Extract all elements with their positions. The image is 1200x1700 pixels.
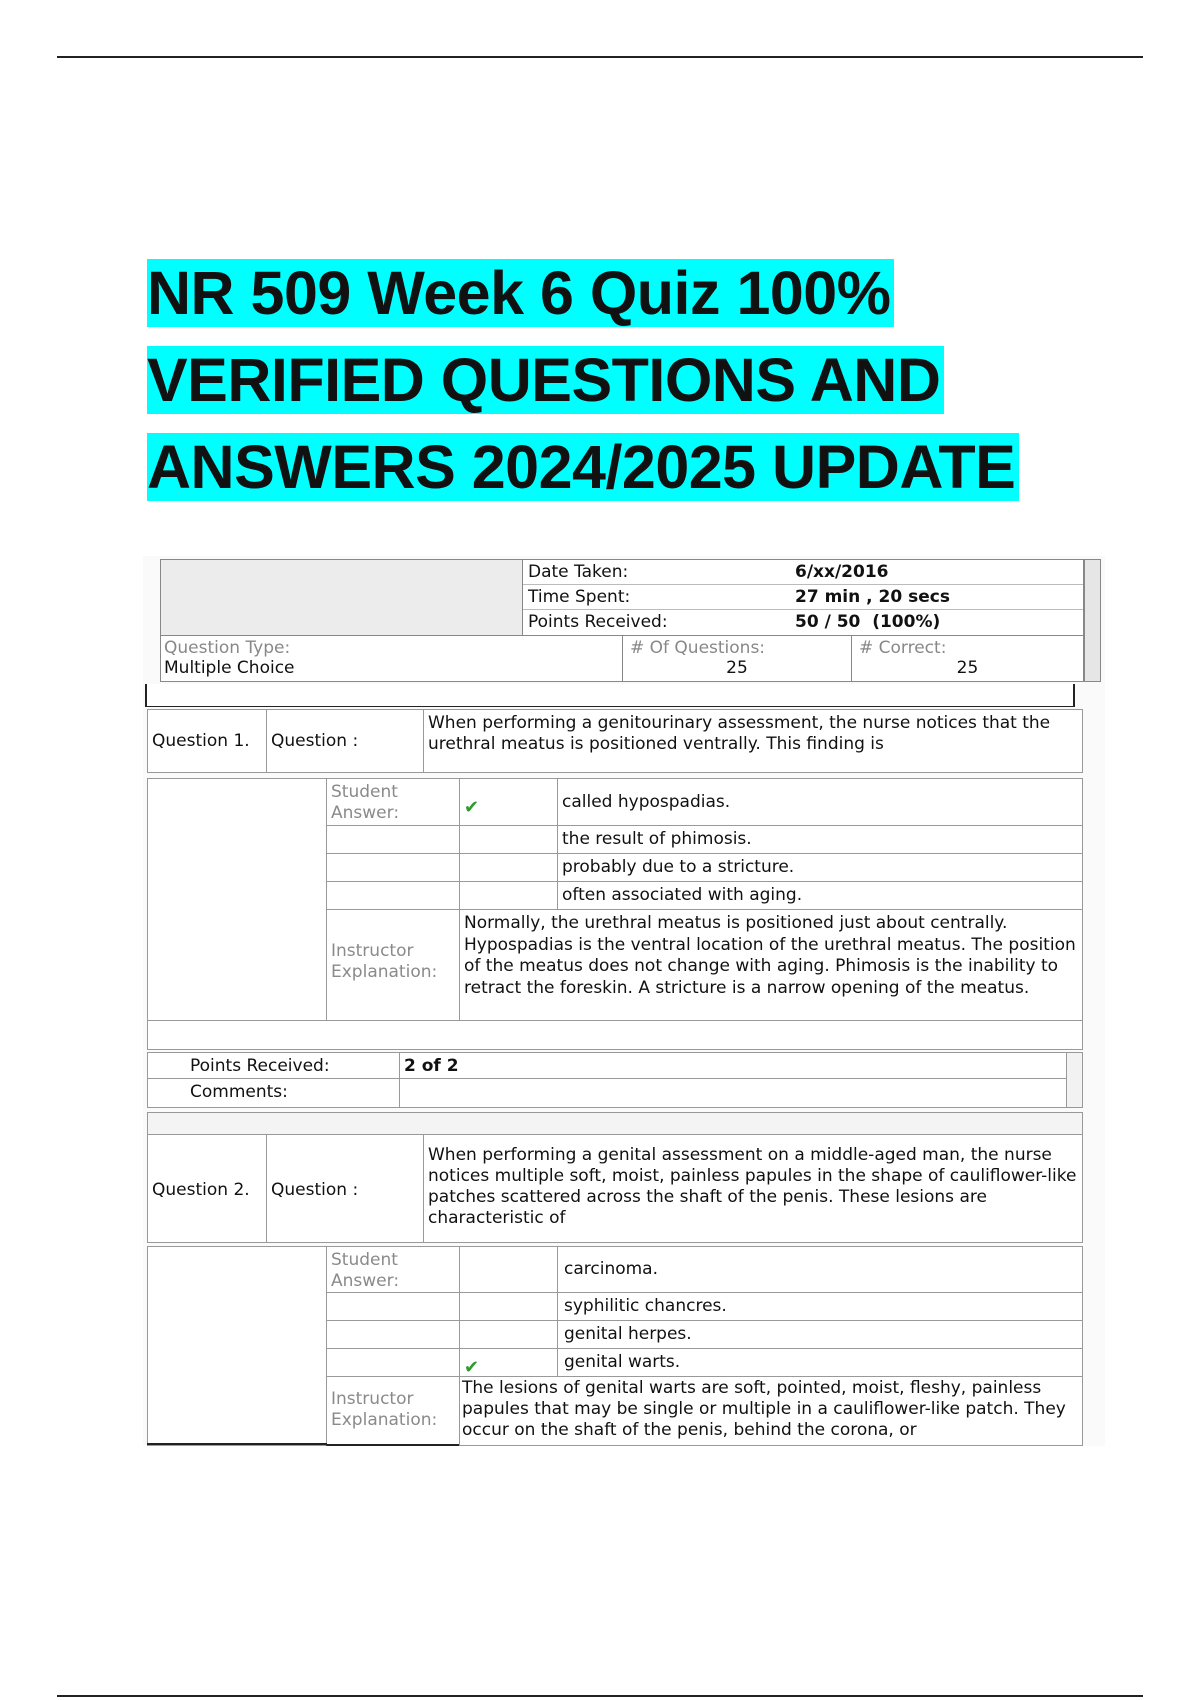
q1-answer-spacer [147,778,327,971]
q2-label-blank-3 [326,1320,460,1349]
num-questions-cell [622,635,852,682]
summary-row-divider-2 [523,609,1083,610]
q2-question-text: When performing a genital assessment on a middle-aged man, the nurse notices multiple soft, moist, painless papules in the shape of cauliflower-like patches scattered across the shaft of the penis. These lesions are characteristic of [423,1134,1083,1243]
q1-check-blank-3 [459,853,558,882]
q2-number: Question 2. [147,1134,267,1243]
q2-question-label: Question : [266,1134,424,1243]
q1-comments-label: Comments: [147,1078,400,1108]
title-line-3: ANSWERS 2024/2025 UPDATE [147,433,1019,501]
top-rule [57,56,1143,58]
question-type-label: Question Type: [164,638,291,658]
q1-check-blank-4 [459,881,558,910]
points-received-label: Points Received: [528,612,668,632]
q1-student-answer-label: Student Answer: [326,778,460,826]
summary-bottom-strip [145,684,1075,707]
q2-option-2: syphilitic chancres. [557,1292,1083,1321]
q2-option-3: genital herpes. [557,1320,1083,1349]
bottom-rule [57,1695,1143,1697]
question-type-value: Multiple Choice [164,658,295,678]
points-received-value: 50 / 50 (100%) [795,612,941,632]
q1-explanation-label: Instructor Explanation: [326,909,460,1021]
q1-question-text: When performing a genitourinary assessment, the nurse notices that the urethral meatus is positioned ventrally. This finding is [423,709,1083,773]
q1-number: Question 1. [147,709,267,773]
time-spent-label: Time Spent: [528,587,631,607]
num-correct-value: 25 [956,658,979,678]
q2-option-1: carcinoma. [557,1246,1083,1293]
q2-check-cell [459,1348,558,1377]
num-correct-cell [851,635,1084,682]
num-questions-label: # Of Questions: [630,638,766,658]
q1-option-4: often associated with aging. [557,881,1083,910]
title-line-1: NR 509 Week 6 Quiz 100% [147,259,894,327]
q2-check-blank-2 [459,1292,558,1321]
quiz-screenshot [143,556,1105,1446]
summary-stats-panel [522,559,1084,636]
q2-student-answer-label: Student Answer: [326,1246,460,1293]
correct-check-icon: ✔ [464,797,480,818]
num-correct-label: # Correct: [859,638,947,658]
q1-footer-right-gutter [1066,1052,1083,1108]
q1-footer-gap [147,1112,1083,1136]
title-line-2: VERIFIED QUESTIONS AND [147,346,944,414]
q2-label-blank-2 [326,1292,460,1321]
date-taken-value: 6/xx/2016 [795,562,889,582]
q2-check-blank-1 [459,1246,558,1293]
q2-label-blank-4 [326,1348,460,1377]
q1-comments-value [399,1078,1067,1108]
q1-option-3: probably due to a stricture. [557,853,1083,882]
q1-points-value: 2 of 2 [399,1052,1067,1079]
q1-explanation-text: Normally, the urethral meatus is positioned just about centrally. Hypospadias is the ventral location of the urethral meatus. The position of the meatus does not change with aging. Phimosis is the inability to retract the foreskin. A stricture is a narrow opening of the meatus. [459,909,1083,1021]
q2-check-blank-3 [459,1320,558,1349]
summary-row-divider-1 [523,584,1083,585]
q2-explanation-label: Instructor Explanation: [326,1376,460,1446]
q1-option-2: the result of phimosis. [557,825,1083,854]
question-type-cell [160,635,623,682]
q2-option-4: genital warts. [557,1348,1083,1377]
time-spent-value: 27 min , 20 secs [795,587,950,607]
q2-explanation-text: The lesions of genital warts are soft, pointed, moist, fleshy, painless papules that may be single or multiple in a cauliflower-like patch. They occur on the shaft of the penis, behind the corona, or [459,1376,1083,1446]
q2-bottom-edge [147,1443,327,1445]
document-title [147,250,1019,511]
q1-label-blank-4 [326,881,460,910]
summary-right-gutter [1084,559,1101,682]
q1-points-label: Points Received: [147,1052,400,1079]
q1-explanation-spacer [147,970,327,1021]
q1-label-blank-2 [326,825,460,854]
q1-question-label: Question : [266,709,424,773]
correct-check-icon: ✔ [464,1357,480,1377]
q1-gap-row [147,1020,1083,1050]
q1-check-cell [459,778,558,826]
summary-blank-panel [160,559,523,636]
q1-check-blank-2 [459,825,558,854]
num-questions-value: 25 [726,658,748,678]
date-taken-label: Date Taken: [528,562,629,582]
q2-answer-spacer [147,1246,327,1446]
q1-label-blank-3 [326,853,460,882]
q1-option-1: called hypospadias. [557,778,1083,826]
